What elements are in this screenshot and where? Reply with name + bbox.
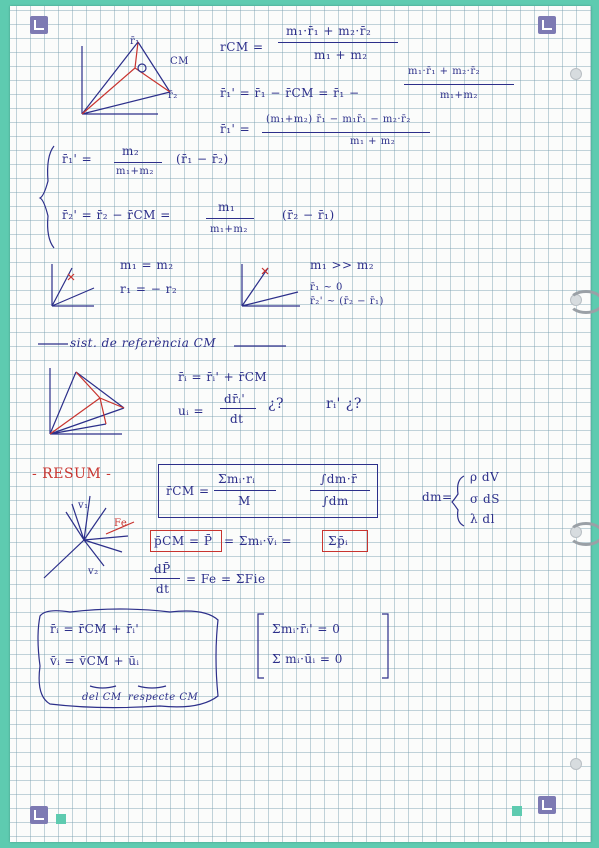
r1-prime-numerator: m₁·r̄₁ + m₂·r̄₂ (408, 66, 481, 77)
diagram-label-r2: r̄₂ (168, 90, 178, 101)
sys2-rhs: (r̄₂ − r̄₁) (282, 208, 335, 222)
dp-denominator: dt (156, 582, 170, 596)
right-line-1: Σmᵢ·r̄ᵢ' = 0 (272, 622, 341, 636)
p-eq-box: p̄CM = P̄ (154, 534, 213, 548)
fraction-bar (278, 42, 398, 43)
sys1-numerator: m₂ (122, 144, 140, 158)
fraction-bar (262, 132, 430, 133)
ref-eq-2-numerator: dr̄ᵢ' (224, 392, 246, 406)
r1-prime-denominator: m₁+m₂ (440, 90, 478, 101)
sys1-lhs: r̄₁' = (62, 152, 93, 166)
case1-title: m₁ = m₂ (120, 258, 174, 272)
sum-rcm-denominator: M (238, 494, 251, 508)
sum-rcm-lhs: r̄CM = (166, 484, 210, 498)
sum-int-denominator: ∫dm (322, 494, 349, 508)
sys2-numerator: m₁ (218, 200, 236, 214)
sys2-lhs: r̄₂' = r̄₂ − r̄CM = (62, 208, 171, 222)
box-line-1: r̄ᵢ = r̄CM + r̄ᵢ' (50, 622, 140, 636)
case1-equation: r₁ = − r₂ (120, 282, 178, 296)
cm-point-icon (138, 64, 146, 72)
sys2-denominator: m₁+m₂ (210, 224, 248, 235)
box-line-2: v̄ᵢ = v̄CM + ūᵢ (50, 654, 140, 668)
sys1-denominator: m₁+m₂ (116, 166, 154, 177)
section-title: sist. de referència CM (70, 336, 217, 350)
fraction-bar (220, 408, 256, 409)
fraction-bar (150, 578, 180, 579)
case2-title: m₁ >> m₂ (310, 258, 375, 272)
sum-rcm-numerator: Σmᵢ·rᵢ (218, 472, 256, 486)
diagram-label-v1: v₁ (78, 500, 89, 511)
diagram-label-v2: v₂ (88, 566, 99, 577)
dm-density-line: λ dl (470, 512, 495, 526)
r1-prime2-denominator: m₁ + m₂ (350, 136, 396, 147)
ref-eq-2-lhs: uᵢ = (178, 404, 205, 418)
case2-equation-2: r̄₂' ~ (r̄₂ − r̄₁) (310, 296, 384, 307)
diagram-label-cm: CM (170, 56, 189, 67)
ref-question-1: ¿? (268, 396, 285, 412)
r1-prime-line: r̄₁' = r̄₁ − r̄CM = r̄₁ − (220, 86, 360, 100)
dm-lhs: dm= (422, 490, 453, 504)
r1-prime2-lhs: r̄₁' = (220, 122, 251, 136)
fe-label: Fe (114, 518, 128, 529)
right-line-2: Σ mᵢ·ūᵢ = 0 (272, 652, 343, 666)
box-label-2: respecte CM (128, 692, 199, 703)
sys1-rhs: (r̄₁ − r̄₂) (176, 152, 229, 166)
dm-density-surface: σ dS (470, 492, 500, 506)
box-label-1: del CM (82, 692, 122, 703)
fraction-bar (114, 162, 162, 163)
rcm-numerator: m₁·r̄₁ + m₂·r̄₂ (286, 24, 372, 38)
r1-prime2-numerator: (m₁+m₂) r̄₁ − m₁r̄₁ − m₂·r̄₂ (266, 114, 411, 125)
notebook-page (10, 6, 591, 842)
rcm-lhs: rCM = (220, 40, 264, 54)
ref-eq-2-denominator: dt (230, 412, 244, 426)
fraction-bar (214, 490, 276, 491)
ref-question-2: rᵢ' ¿? (326, 396, 362, 412)
rcm-denominator: m₁ + m₂ (314, 48, 368, 62)
p-eq-rest: = Σmᵢ·v̄ᵢ = (224, 534, 293, 548)
fraction-bar (206, 218, 254, 219)
fraction-bar (404, 84, 514, 85)
resum-title: - RESUM - (32, 466, 112, 482)
dp-rest: = Fe = ΣFie (186, 572, 266, 586)
diagram-label-r1: r̄₁ (130, 36, 140, 47)
ref-eq-1: r̄ᵢ = r̄ᵢ' + r̄CM (178, 370, 268, 384)
p-eq-box-2: Σp̄ᵢ (328, 534, 349, 548)
dp-numerator: dP̄ (154, 562, 171, 576)
fraction-bar (310, 490, 370, 491)
dm-density-volume: ρ dV (470, 470, 500, 484)
case2-equation-1: r̄₁ ~ 0 (310, 282, 343, 293)
sum-int-numerator: ∫dm·r̄ (320, 472, 358, 486)
